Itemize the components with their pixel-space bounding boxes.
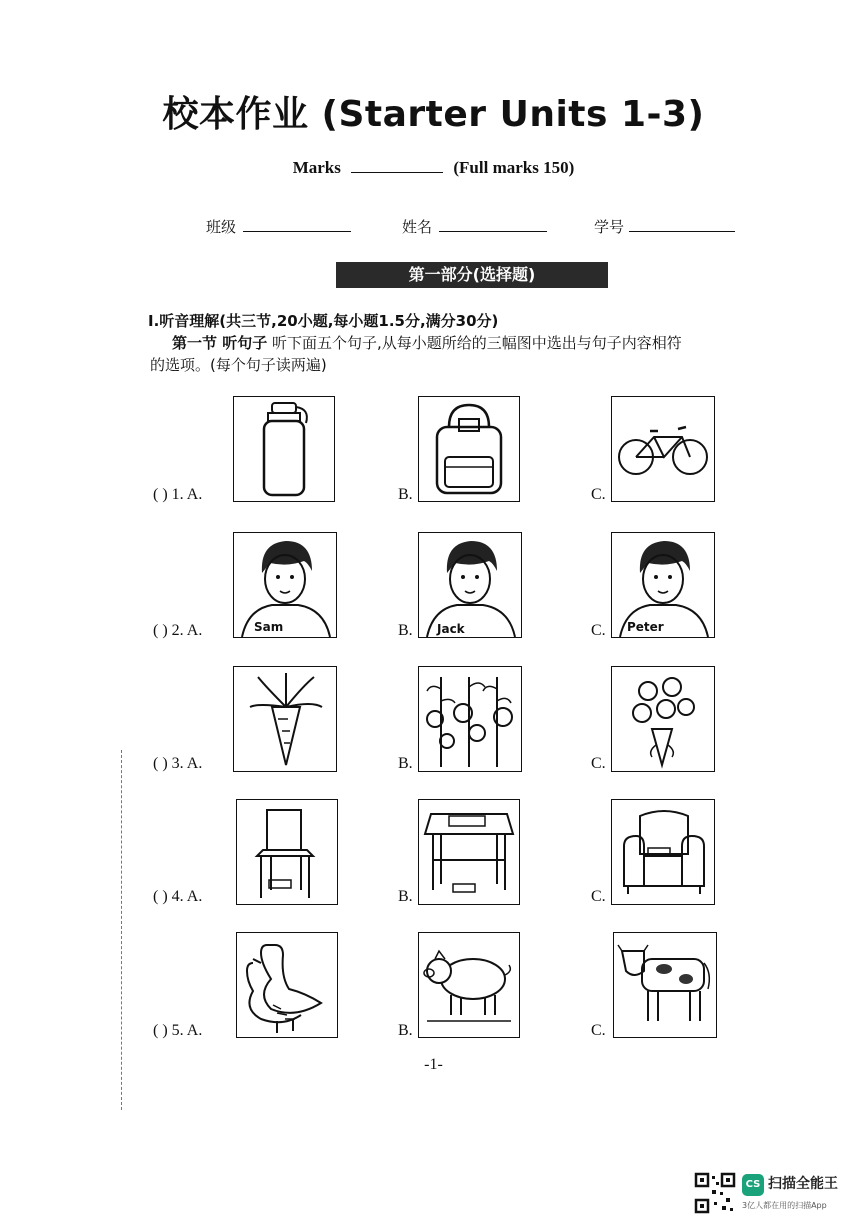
name-blank [439, 231, 547, 232]
student-id-blank [629, 231, 735, 232]
q2-option-b-label: B. [398, 622, 413, 639]
q2-name-sam: Sam [254, 620, 284, 634]
q5-option-b-pig [418, 932, 520, 1038]
question-1-label: ( ) 1. A. [153, 486, 203, 503]
marks-blank [351, 172, 443, 173]
question-2-label: ( ) 2. A. [153, 622, 203, 639]
boy-portrait-icon [419, 533, 521, 637]
section-title-bar: 第一部分(选择题) [336, 262, 608, 288]
boy-portrait-icon [234, 533, 336, 637]
scanner-watermark [694, 1170, 854, 1216]
q1-option-b-label: B. [398, 486, 413, 503]
q1-option-c-bicycle [611, 396, 715, 502]
class-label: 班级 [206, 218, 237, 236]
q4-option-b-label: B. [398, 888, 413, 905]
q1-option-c-label: C. [591, 486, 606, 503]
q5-option-c-label: C. [591, 1022, 606, 1039]
backpack-icon [419, 397, 519, 501]
desk-icon [419, 800, 519, 904]
class-blank [243, 231, 351, 232]
part1-instruction-text1: 听下面五个句子,从每小题所给的三幅图中选出与句子内容相符 [267, 334, 682, 352]
q1-option-a-water-bottle [233, 396, 335, 502]
q2-name-peter: Peter [627, 620, 664, 634]
q5-option-b-label: B. [398, 1022, 413, 1039]
question-5-label: ( ) 5. A. [153, 1022, 203, 1039]
q4-option-c-label: C. [591, 888, 606, 905]
part1-instruction-line1 [172, 332, 682, 354]
full-marks-text: (Full marks 150) [453, 158, 575, 177]
name-label: 姓名 [402, 218, 433, 236]
qr-code-icon [694, 1172, 736, 1214]
cow-icon [614, 933, 716, 1037]
q5-option-a-geese [236, 932, 338, 1038]
q2-option-b-boy-jack [418, 532, 522, 638]
q4-option-b-desk [418, 799, 520, 905]
goose-icon [237, 933, 337, 1037]
flower-bouquet-icon [612, 667, 714, 771]
marks-label: Marks [292, 158, 341, 177]
question-4-label: ( ) 4. A. [153, 888, 203, 905]
bicycle-icon [612, 397, 714, 501]
name-field [402, 216, 547, 237]
q1-option-b-backpack [418, 396, 520, 502]
scan-margin-line [121, 750, 123, 1110]
q4-option-a-chair [236, 799, 338, 905]
q3-option-c-flower-bouquet [611, 666, 715, 772]
water-bottle-icon [234, 397, 334, 501]
q3-option-a-carrot [233, 666, 337, 772]
cs-logo-icon: CS [742, 1174, 764, 1196]
part1-subheading: 第一节 听句子 [172, 334, 268, 352]
page-title: 校本作业 (Starter Units 1-3) [162, 94, 705, 135]
q5-option-c-cow [613, 932, 717, 1038]
q2-option-c-label: C. [591, 622, 606, 639]
scanner-app-tagline: 3亿人都在用的扫描App [742, 1201, 827, 1210]
scanner-app-name: 扫描全能王 [768, 1176, 838, 1192]
class-field [206, 216, 351, 237]
q4-option-c-armchair [611, 799, 715, 905]
page-number: -1- [424, 1056, 443, 1073]
q2-name-jack: Jack [437, 622, 465, 636]
pig-icon [419, 933, 519, 1037]
q2-option-a-boy-sam [233, 532, 337, 638]
q3-option-b-tomato-plants [418, 666, 522, 772]
student-id-field [594, 216, 735, 237]
student-id-label: 学号 [594, 218, 625, 236]
chair-icon [237, 800, 337, 904]
q3-option-b-label: B. [398, 755, 413, 772]
question-3-label: ( ) 3. A. [153, 755, 203, 772]
marks-line [0, 158, 867, 178]
part1-heading: Ⅰ.听音理解(共三节,20小题,每小题1.5分,满分30分) [148, 312, 499, 330]
tomato-plant-icon [419, 667, 521, 771]
armchair-icon [612, 800, 714, 904]
q3-option-c-label: C. [591, 755, 606, 772]
carrot-icon [234, 667, 336, 771]
part1-instruction-line2: 的选项。(每个句子读两遍) [150, 356, 327, 374]
